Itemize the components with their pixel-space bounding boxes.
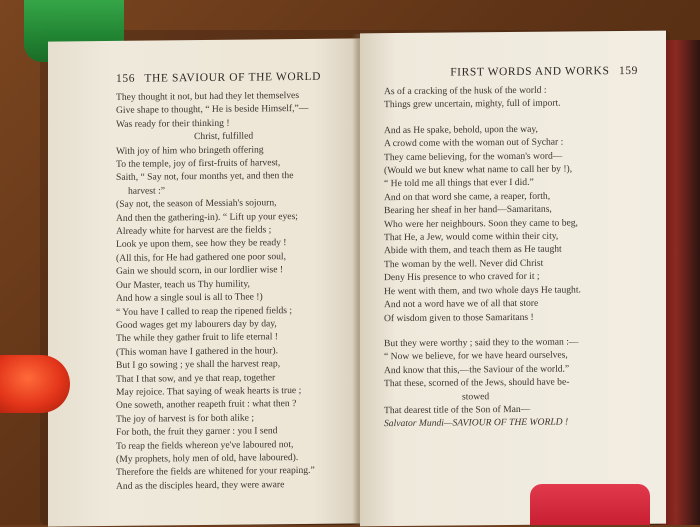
text-line: “ He told me all things that ever I did.”: [384, 177, 534, 190]
left-running-head: THE SAVIOUR OF THE WORLD: [144, 70, 322, 85]
text-line: And not a word have we of all that store: [384, 297, 539, 311]
text-line: Abide with them, and teach them as He taught: [384, 244, 562, 257]
text-line: And as the disciples heard, they were aware: [116, 478, 285, 492]
text-line: With joy of him who bringeth offering: [116, 144, 264, 157]
right-page: [360, 31, 666, 527]
text-line: The while they gather fruit to life eternal !: [116, 331, 278, 345]
text-line: (Say not, the season of Messiah's sojourn,: [116, 197, 277, 211]
text-line: harvest :”: [128, 185, 166, 197]
text-line: (Would we but knew what name to call her by !),: [384, 163, 573, 177]
text-line: Our Master, teach us Thy humility,: [116, 278, 250, 291]
left-page-header: [116, 70, 348, 84]
text-line: (My prophets, holy men of old, have laboured).: [116, 451, 299, 465]
text-line: But they were worthy ; said they to the woman :—: [384, 336, 579, 350]
text-line: Saith, “ Say not, four months yet, and then the: [116, 170, 294, 184]
text-line: He went with them, and two whole days He taught.: [384, 284, 581, 297]
right-page-header: [384, 65, 656, 79]
text-line: And as He spake, behold, upon the way,: [384, 123, 538, 136]
text-line: Christ, fulfilled: [194, 130, 254, 143]
right-page-number: 159: [618, 64, 638, 78]
text-line: And know that this,—the Saviour of the world.”: [384, 363, 570, 376]
text-line: Gain we should scorn, in our lordlier wise !: [116, 264, 284, 278]
text-line: To the temple, joy of first-fruits of harvest,: [116, 157, 281, 170]
text-line: The joy of harvest is for both alike ;: [116, 412, 255, 425]
left-page-number: 156: [116, 72, 136, 85]
text-line: And on that word she came, a reaper, forth,: [384, 190, 551, 203]
text-line: And then the gathering-in). “ Lift up your eyes;: [116, 210, 298, 224]
text-line: For both, the fruit they garner : you I send: [116, 425, 278, 439]
text-line: A crowd come with the woman out of Sychar :: [384, 136, 564, 150]
text-line: Deny His presence to who craved for it ;: [384, 271, 540, 284]
text-line: May rejoice. That saying of weak hearts is true ;: [116, 384, 302, 398]
text-line: That dearest title of the Son of Man—: [384, 403, 531, 417]
text-line: To reap the fields whereon ye've laboured not,: [116, 438, 294, 452]
text-line: They came believing, for the woman's word—: [384, 150, 563, 163]
text-line: They thought it not, but had they let themselves: [116, 90, 300, 103]
text-line: Good wages get my labourers day by day,: [116, 318, 277, 331]
text-line: Things grew uncertain, mighty, full of import.: [384, 97, 561, 111]
text-line: stowed: [462, 390, 490, 402]
text-line: That He, a Jew, would come within their city,: [384, 230, 559, 244]
text-line: Bearing her sheaf in her hand—Samaritans,: [384, 203, 552, 217]
text-line: As of a cracking of the husk of the world :: [384, 84, 547, 98]
text-line: That these, scorned of the Jews, should have be-: [384, 376, 570, 390]
text-line: “ Now we believe, for we have heard ourselves,: [384, 349, 568, 363]
text-line: That I that sow, and ye that reap, together: [116, 371, 276, 385]
text-line: “ You have I called to reap the ripened fields ;: [116, 304, 293, 318]
orange-clip: [0, 355, 70, 413]
book-cover-edge: [660, 40, 700, 525]
text-line: Already white for harvest are the fields ;: [116, 224, 272, 237]
text-line: (All this, for He had gathered one poor soul,: [116, 251, 286, 264]
text-line: One soweth, another reapeth fruit : what then ?: [116, 398, 297, 412]
text-line: Was ready for their thinking !: [116, 117, 230, 130]
text-line: Of wisdom given to those Samaritans !: [384, 311, 534, 324]
text-line: Give shape to thought, “ He is beside Himself,”—: [116, 103, 309, 117]
text-line: Who were her neighbours. Soon they came to beg,: [384, 217, 578, 230]
text-line: Therefore the fields are whitened for your reaping.”: [116, 465, 315, 479]
left-page: [48, 38, 360, 526]
text-line: Look ye upon them, see how they be ready !: [116, 237, 287, 251]
red-clip: [530, 484, 650, 525]
text-line: (This woman have I gathered in the hour).: [116, 344, 278, 358]
text-line: Salvator Mundi—SAVIOUR OF THE WORLD !: [384, 416, 569, 430]
text-line: The woman by the well. Never did Christ: [384, 257, 544, 271]
text-line: But I go sowing ; ye shall the harvest reap,: [116, 358, 281, 372]
right-running-head: FIRST WORDS AND WORKS: [450, 65, 610, 79]
text-line: And how a single soul is all to Thee !): [116, 291, 263, 305]
